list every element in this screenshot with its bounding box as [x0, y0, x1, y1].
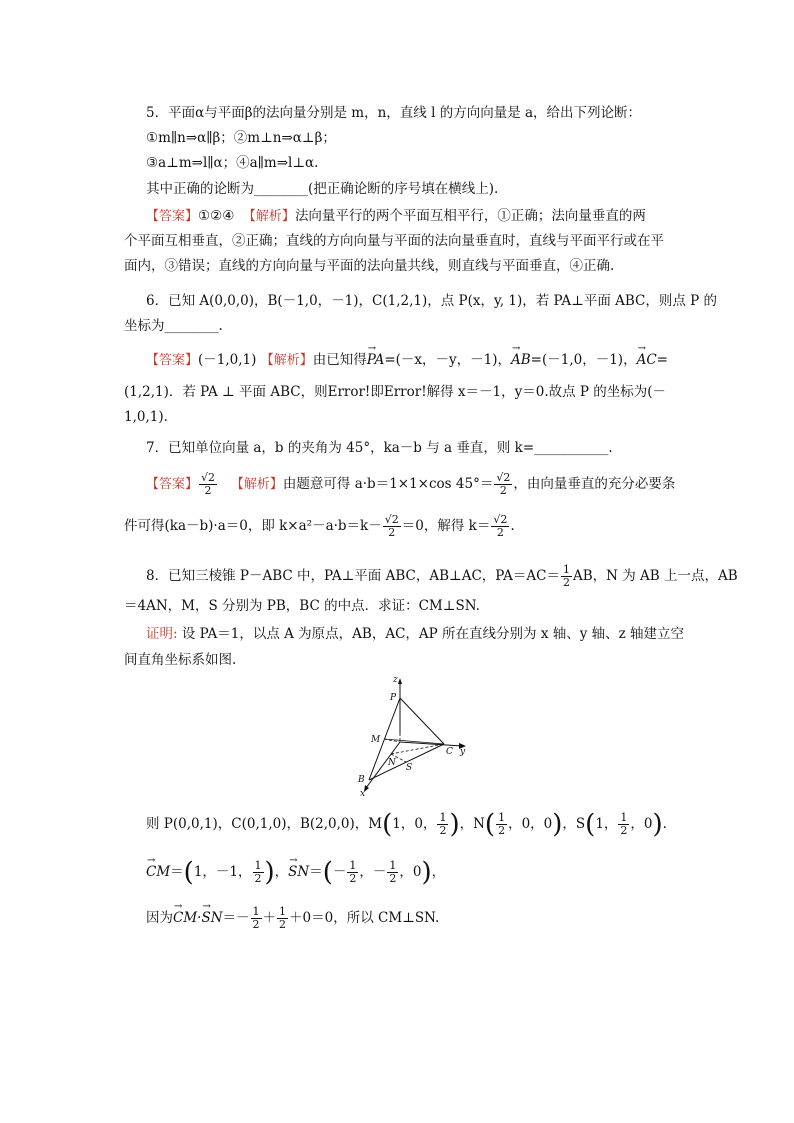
conclusion-line: 因为→ CM·→ SN＝－ $\frac{1}{2}$ ＋ $\frac{1}{2}$ ＋0＝0，所以 CM⊥SN.	[146, 906, 439, 931]
q8-stem-1	[146, 564, 738, 589]
q5-answer: ①②④	[198, 208, 235, 224]
fraction: $\frac{1}{2}$	[254, 859, 262, 885]
analysis-tag: 【解析】	[242, 209, 295, 224]
q6-answer-line	[146, 350, 668, 371]
q8-text: AB，N 为 AB 上一点，AB	[572, 568, 738, 584]
vector-ab: → AB	[511, 350, 531, 370]
analysis-tag: 【解析】	[230, 477, 283, 492]
q8-text: 1，0，	[392, 816, 437, 832]
q5-answer-line	[146, 206, 646, 227]
coordinate-figure	[344, 672, 484, 800]
q7-analysis-1-end: ，由向量垂直的充分必要条	[513, 476, 676, 492]
label-s: S	[406, 763, 413, 773]
label-y: y	[460, 747, 466, 757]
nc-segment	[391, 744, 444, 754]
fraction: $\frac{√2}{2}$	[384, 513, 399, 539]
q5-blank: 其中正确的论断为________(把正确论断的序号填在横线上).	[146, 181, 499, 197]
label-z: z	[393, 675, 398, 685]
q8-text: 8．已知三棱锥 P－ABC 中，PA⊥平面 ABC，AB⊥AC，PA＝AC＝	[146, 568, 560, 584]
q7-analysis-text: .	[510, 518, 515, 534]
fraction: $\frac{1}{2}$	[252, 905, 260, 931]
vector-cm: → CM	[146, 862, 170, 882]
q7-analysis-1: 由题意可得 a·b＝1×1×cos 45°＝	[282, 476, 494, 492]
q8-stem-2: ＝4AN，M，S 分别为 PB，BC 的中点．求证：CM⊥SN.	[124, 598, 480, 614]
vectors-line: → CM＝(1，－1， $\frac{1}{2}$ )，→ SN＝(－ $\frac{1}{2}$ ，－ $\frac{1}{2}$ ，0)，	[146, 860, 445, 885]
z-arrow-icon	[398, 678, 402, 684]
q8-proof-text: 设 PA＝1，以点 A 为原点，AB，AC，AP 所在直线分别为 x 轴、y 轴、z 轴建立空	[181, 626, 685, 642]
label-x: x	[360, 789, 366, 799]
q6-analysis-3: 1,0,1).	[124, 409, 168, 425]
q7-analysis-2	[124, 514, 515, 539]
fraction: $\frac{1}{2}$	[389, 859, 397, 885]
q5-analysis-3: 面内，③错误；直线的方向向量与平面的法向量共线，则直线与平面垂直，④正确.	[124, 258, 615, 274]
q5-option-1-2: ①m∥n⇒α∥β；②m⊥n⇒α⊥β；	[146, 130, 336, 146]
q8-proof-2: 间直角坐标系如图.	[124, 652, 237, 668]
label-p: P	[390, 693, 397, 703]
q6-analysis-text: =(－1,0，－1)，	[530, 352, 637, 368]
label-b: B	[358, 775, 365, 785]
label-n: N	[388, 758, 396, 768]
fraction: $\frac{1}{2}$	[620, 811, 628, 837]
fraction: $\frac{1}{2}$	[439, 811, 447, 837]
vector-cm: → CM	[173, 908, 197, 928]
answer-tag: 【答案】	[146, 209, 199, 224]
fraction: $\frac{√2}{2}$	[496, 471, 511, 497]
analysis-tag: 【解析】	[260, 353, 313, 368]
pc-edge	[400, 698, 444, 744]
label-m: M	[371, 735, 381, 745]
proof-tag: 证明:	[146, 626, 178, 642]
q6-stem: 6．已知 A(0,0,0)，B(－1,0，－1)，C(1,2,1)，点 P(x，y, 1)，若 PA⊥平面 ABC，则点 P 的	[146, 293, 718, 309]
q7-answer-line	[146, 472, 675, 497]
vector-ac: → AC	[637, 350, 657, 370]
fraction: $\frac{1}{2}$	[349, 859, 357, 885]
q8-text: ，N	[459, 816, 485, 832]
q8-text: 1，－1，	[193, 864, 252, 880]
q8-text: ＋0＝0，所以 CM⊥SN.	[289, 910, 440, 926]
vector-sn: → SN	[201, 908, 222, 928]
fraction: $\frac{1}{2}$	[562, 563, 570, 589]
q6-answer: (－1,0,1)	[198, 352, 257, 368]
coords-line: 则 P(0,0,1)，C(0,1,0)，B(2,0,0)，M(1，0， $\frac{1}{2}$ )，N( $\frac{1}{2}$ ，0，0)，S(1， $\frac{1}{2}$ ，0).	[146, 809, 667, 840]
vector-pa: → PA	[367, 350, 385, 370]
fraction: $\frac{√2}{2}$	[493, 513, 508, 539]
q6-analysis-text: 由已知得	[312, 352, 367, 368]
q8-text: ＝－	[222, 910, 250, 926]
answer-tag: 【答案】	[146, 353, 199, 368]
q8-text: 因为	[146, 910, 173, 926]
fraction: $\frac{1}{2}$	[279, 905, 287, 931]
q8-text: 1，	[595, 816, 618, 832]
q5-analysis-1: 法向量平行的两个平面互相平行，①正确；法向量垂直的两	[294, 208, 646, 224]
q5-option-3-4: ③a⊥m⇒l∥α；④a∥m⇒l⊥α.	[146, 155, 319, 171]
q6-analysis-2: (1,2,1)．若 PA ⊥ 平面 ABC，则Error!即Error!解得 x＝－1，y＝0.故点 P 的坐标为(－	[124, 384, 667, 400]
q7-analysis-text: 件可得(ka－b)·a＝0，即 k×a²－a·b＝k－	[124, 518, 382, 534]
q7-stem: 7．已知单位向量 a，b 的夹角为 45°，ka－b 与 a 垂直，则 k=___________.	[146, 440, 613, 456]
q6-analysis-text: =(－x，－y，－1)，	[384, 352, 511, 368]
fraction: $\frac{1}{2}$	[498, 811, 506, 837]
answer-tag: 【答案】	[146, 477, 199, 492]
q8-text: ，0	[399, 864, 422, 880]
q6-blank: 坐标为________.	[124, 318, 223, 334]
label-c: C	[446, 747, 453, 757]
q8-text: M	[368, 816, 383, 832]
q7-analysis-text: ＝0，解得 k＝	[401, 518, 491, 534]
q8-text: 则 P(0,0,1)，C(0,1,0)，B(2,0,0)，	[146, 816, 369, 832]
q8-text: ，0，0	[508, 816, 553, 832]
q7-answer-fraction: $\frac{√2}{2}$	[201, 471, 216, 497]
q8-text: ，0	[630, 816, 653, 832]
q8-text: ，S	[562, 816, 586, 832]
q5-stem: 5．平面α与平面β的法向量分别是 m，n，直线 l 的方向向量是 a，给出下列论断：	[146, 105, 642, 121]
q8-proof-1	[146, 624, 684, 644]
q6-analysis-text: =	[656, 352, 668, 368]
vector-sn: → SN	[288, 862, 309, 882]
q5-analysis-2: 个平面互相垂直，②正确；直线的方向向量与平面的法向量垂直时，直线与平面平行或在平	[124, 233, 664, 249]
